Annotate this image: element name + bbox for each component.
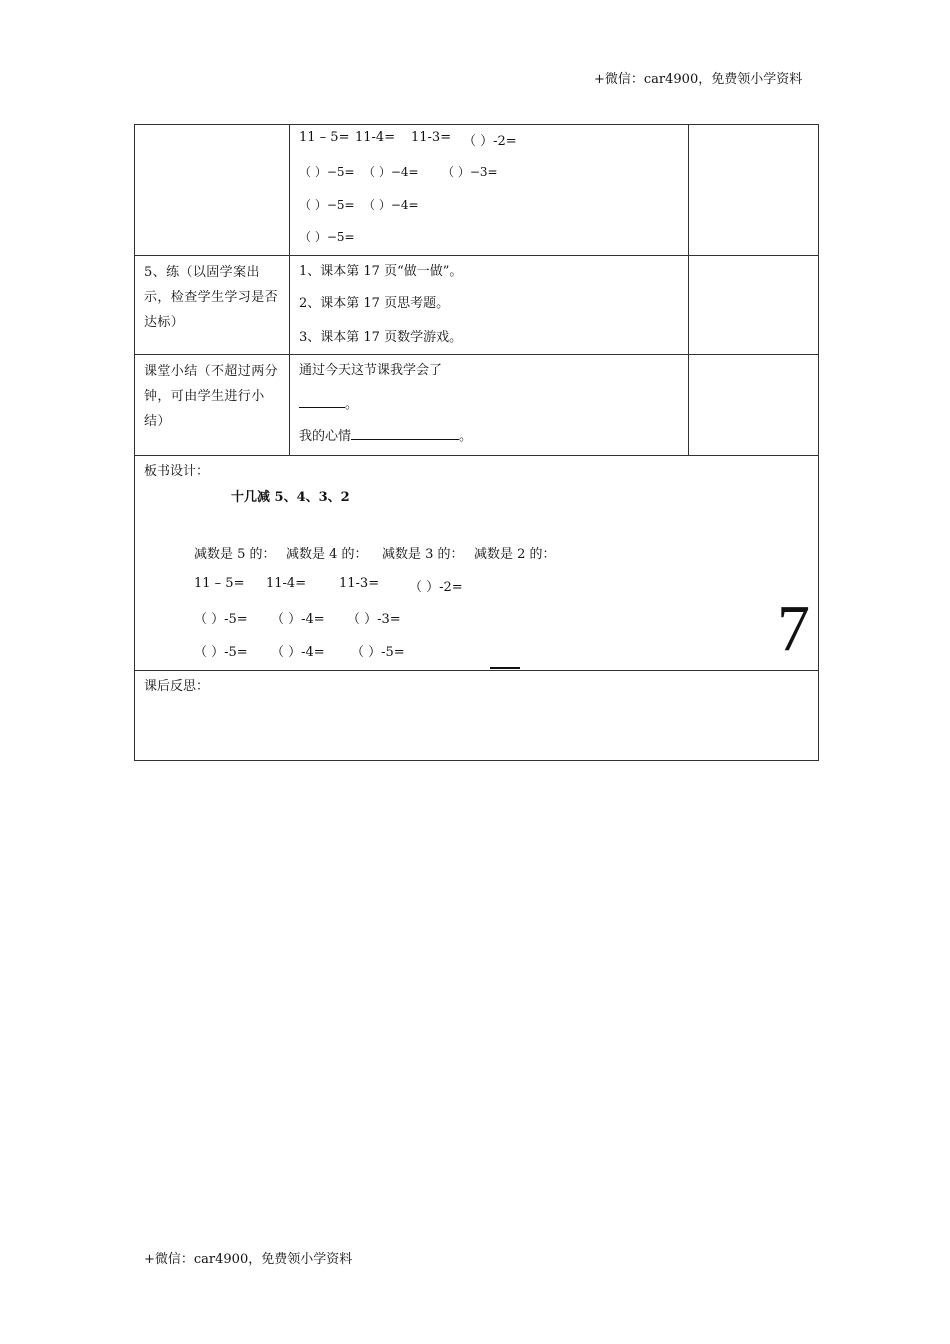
practice-item: 2、课本第 17 页思考题。 (299, 296, 450, 311)
board-equation: 11-3= (339, 576, 380, 591)
board-header: 减数是 4 的： (286, 547, 368, 562)
table-row-summary (135, 355, 819, 456)
summary-content-cell (290, 355, 689, 456)
practice-content-cell (290, 256, 689, 355)
mood-label: 我的心情 (299, 429, 352, 444)
practice-item: 3、课本第 17 页数学游戏。 (299, 330, 463, 345)
board-header: 减数是 5 的： (194, 547, 276, 562)
board-equation: （ ）-4= (271, 612, 325, 627)
equation: （ ）−5= (299, 230, 355, 244)
practice-item: 1、课本第 17 页“做一做”。 (299, 264, 463, 279)
summary-period: 。 (345, 397, 359, 412)
board-equation: （ ）-4= (271, 645, 325, 660)
lesson-plan-table (134, 124, 819, 761)
summary-fill-line (299, 393, 358, 412)
summary-line: 通过今天这节课我学会了 (299, 363, 443, 378)
equation: 11-3= (411, 130, 452, 145)
summary-notes-cell (689, 355, 819, 456)
fill-blank[interactable] (299, 394, 345, 408)
board-title: 十几减 5、4、3、2 (231, 490, 350, 505)
equation: （ ）−4= (363, 198, 419, 212)
reflection-label: 课后反思： (144, 679, 210, 694)
fill-blank[interactable] (351, 426, 459, 440)
page-header-note: +微信：car4900，免费领小学资料 (594, 72, 803, 87)
equation: （ ）−4= (363, 165, 419, 179)
summary-label-cell (135, 355, 290, 456)
page-number-mark: 7 (777, 592, 810, 665)
mood-period: 。 (459, 429, 473, 444)
board-header: 减数是 3 的： (382, 547, 464, 562)
table-row-practice (135, 256, 819, 355)
board-equation: （ ）-3= (347, 612, 401, 627)
equation: 11-4= (355, 130, 396, 145)
page-footer-note: +微信：car4900，免费领小学资料 (144, 1252, 353, 1267)
summary-mood-line (299, 425, 472, 444)
board-design-cell (135, 456, 819, 671)
table-row-reflection (135, 671, 819, 761)
row1-notes-cell (689, 125, 819, 256)
board-equation: 11 – 5= (194, 576, 245, 591)
equation: （ ）−3= (442, 165, 498, 179)
row1-label-cell (135, 125, 290, 256)
board-header: 减数是 2 的： (474, 547, 556, 562)
practice-notes-cell (689, 256, 819, 355)
practice-label: 5、练（以固学案出示，检查学生学习是否达标） (144, 265, 279, 330)
equation: （ ）−5= (299, 165, 355, 179)
board-equation: （ ）-2= (409, 580, 463, 595)
equation: 11 – 5= (299, 130, 350, 145)
summary-label: 课堂小结（不超过两分钟，可由学生进行小结） (144, 364, 279, 429)
equation: （ ）−5= (299, 198, 355, 212)
reflection-cell (135, 671, 819, 761)
table-row-practice-exercises (135, 125, 819, 256)
table-row-board-design (135, 456, 819, 671)
practice-label-cell (135, 256, 290, 355)
row1-content-cell (290, 125, 689, 256)
board-design-label: 板书设计： (144, 464, 210, 479)
board-equation: （ ）-5= (194, 645, 248, 660)
board-equation: 11-4= (266, 576, 307, 591)
board-equation: （ ）-5= (194, 612, 248, 627)
equation: （ ）-2= (463, 134, 517, 149)
decorative-dash (490, 667, 520, 669)
board-equation: （ ）-5= (351, 645, 405, 660)
